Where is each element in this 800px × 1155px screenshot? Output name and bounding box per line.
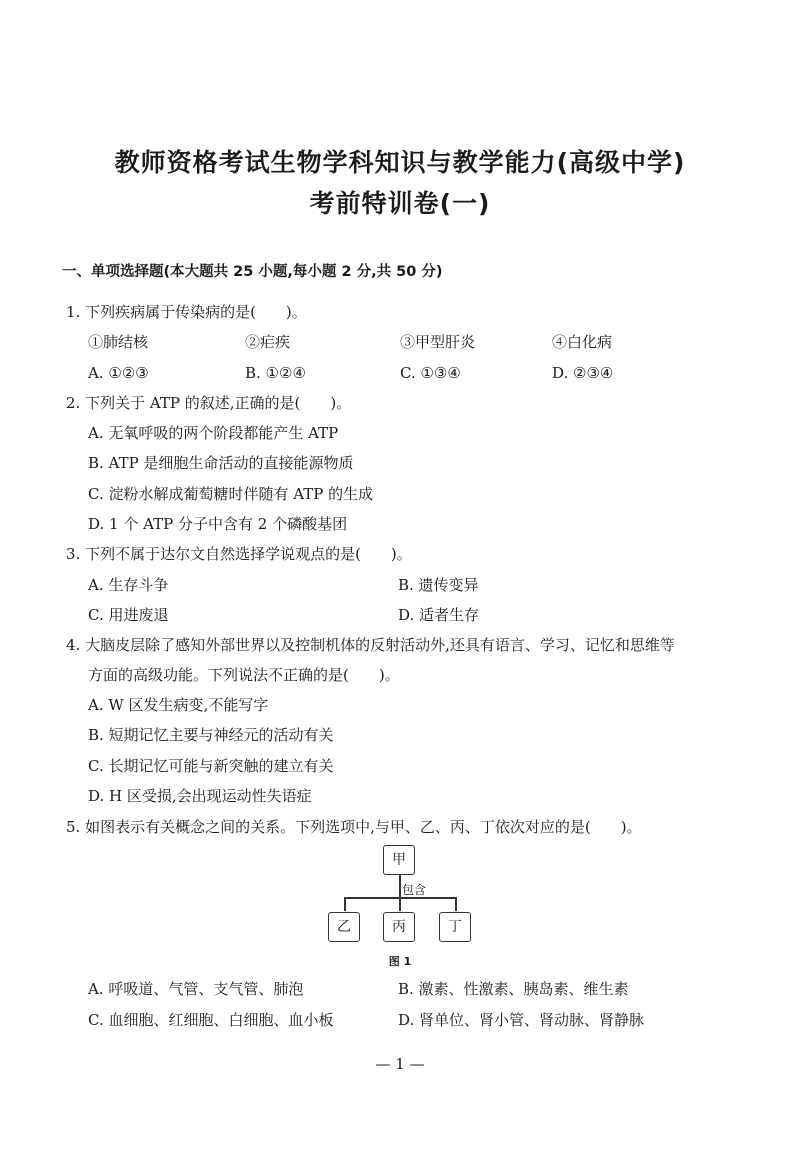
question-4-option-d: D. H 区受损,会出现运动性失语症 [88, 787, 312, 805]
question-1-stem: 1. 下列疾病属于传染病的是( )。 [66, 303, 307, 321]
question-1-option-d: D. ②③④ [552, 364, 614, 382]
section-heading: 一、单项选择题(本大题共 25 小题,每小题 2 分,共 50 分) [62, 264, 443, 280]
question-1-option-c: C. ①③④ [400, 364, 461, 382]
question-1-item: ③甲型肝炎 [400, 333, 476, 351]
question-1-item: ②疟疾 [245, 333, 291, 351]
diagram-box-child-1: 乙 [328, 912, 360, 942]
question-3-option-a: A. 生存斗争 [88, 576, 169, 594]
diagram-connector [399, 875, 401, 897]
question-2-option-d: D. 1 个 ATP 分子中含有 2 个磷酸基团 [88, 515, 348, 533]
exam-title-line1: 教师资格考试生物学科知识与教学能力(高级中学) [114, 148, 686, 177]
question-4-stem-line1: 4. 大脑皮层除了感知外部世界以及控制机体的反射活动外,还具有语言、学习、记忆和思维等 [66, 636, 675, 654]
question-1-item: ①肺结核 [88, 333, 149, 351]
diagram-box-top: 甲 [383, 845, 415, 875]
diagram-connector [455, 897, 457, 911]
question-2-option-b: B. ATP 是细胞生命活动的直接能源物质 [88, 454, 354, 472]
question-3-option-c: C. 用进废退 [88, 606, 169, 624]
question-4-stem-line2: 方面的高级功能。下列说法不正确的是( )。 [88, 666, 400, 684]
figure-caption: 图 1 [388, 955, 412, 968]
diagram-connector [344, 897, 346, 911]
diagram-box-child-2: 丙 [383, 912, 415, 942]
question-5-option-b: B. 激素、性激素、胰岛素、维生素 [398, 980, 629, 998]
concept-diagram [320, 840, 480, 970]
question-2-stem: 2. 下列关于 ATP 的叙述,正确的是( )。 [66, 394, 352, 412]
diagram-label-contains: 包含 [402, 883, 427, 897]
question-1-item: ④白化病 [552, 333, 613, 351]
question-1-option-a: A. ①②③ [88, 364, 149, 382]
question-4-option-b: B. 短期记忆主要与神经元的活动有关 [88, 726, 334, 744]
question-4-option-c: C. 长期记忆可能与新突触的建立有关 [88, 757, 334, 775]
page-number: — 1 — [375, 1055, 425, 1073]
question-5-stem: 5. 如图表示有关概念之间的关系。下列选项中,与甲、乙、丙、丁依次对应的是( )。 [66, 818, 642, 836]
question-5-option-c: C. 血细胞、红细胞、白细胞、血小板 [88, 1011, 334, 1029]
question-2-option-a: A. 无氧呼吸的两个阶段都能产生 ATP [88, 424, 339, 442]
question-5-option-d: D. 肾单位、肾小管、肾动脉、肾静脉 [398, 1011, 645, 1029]
question-2-option-c: C. 淀粉水解成葡萄糖时伴随有 ATP 的生成 [88, 485, 374, 503]
question-5-option-a: A. 呼吸道、气管、支气管、肺泡 [88, 980, 304, 998]
question-3-option-b: B. 遗传变异 [398, 576, 479, 594]
question-3-stem: 3. 下列不属于达尔文自然选择学说观点的是( )。 [66, 545, 412, 563]
exam-title-line2: 考前特训卷(一) [309, 189, 491, 218]
diagram-box-child-3: 丁 [439, 912, 471, 942]
question-1-option-b: B. ①②④ [245, 364, 306, 382]
question-3-option-d: D. 适者生存 [398, 606, 480, 624]
question-4-option-a: A. W 区发生病变,不能写字 [88, 696, 269, 714]
diagram-connector [399, 897, 401, 911]
